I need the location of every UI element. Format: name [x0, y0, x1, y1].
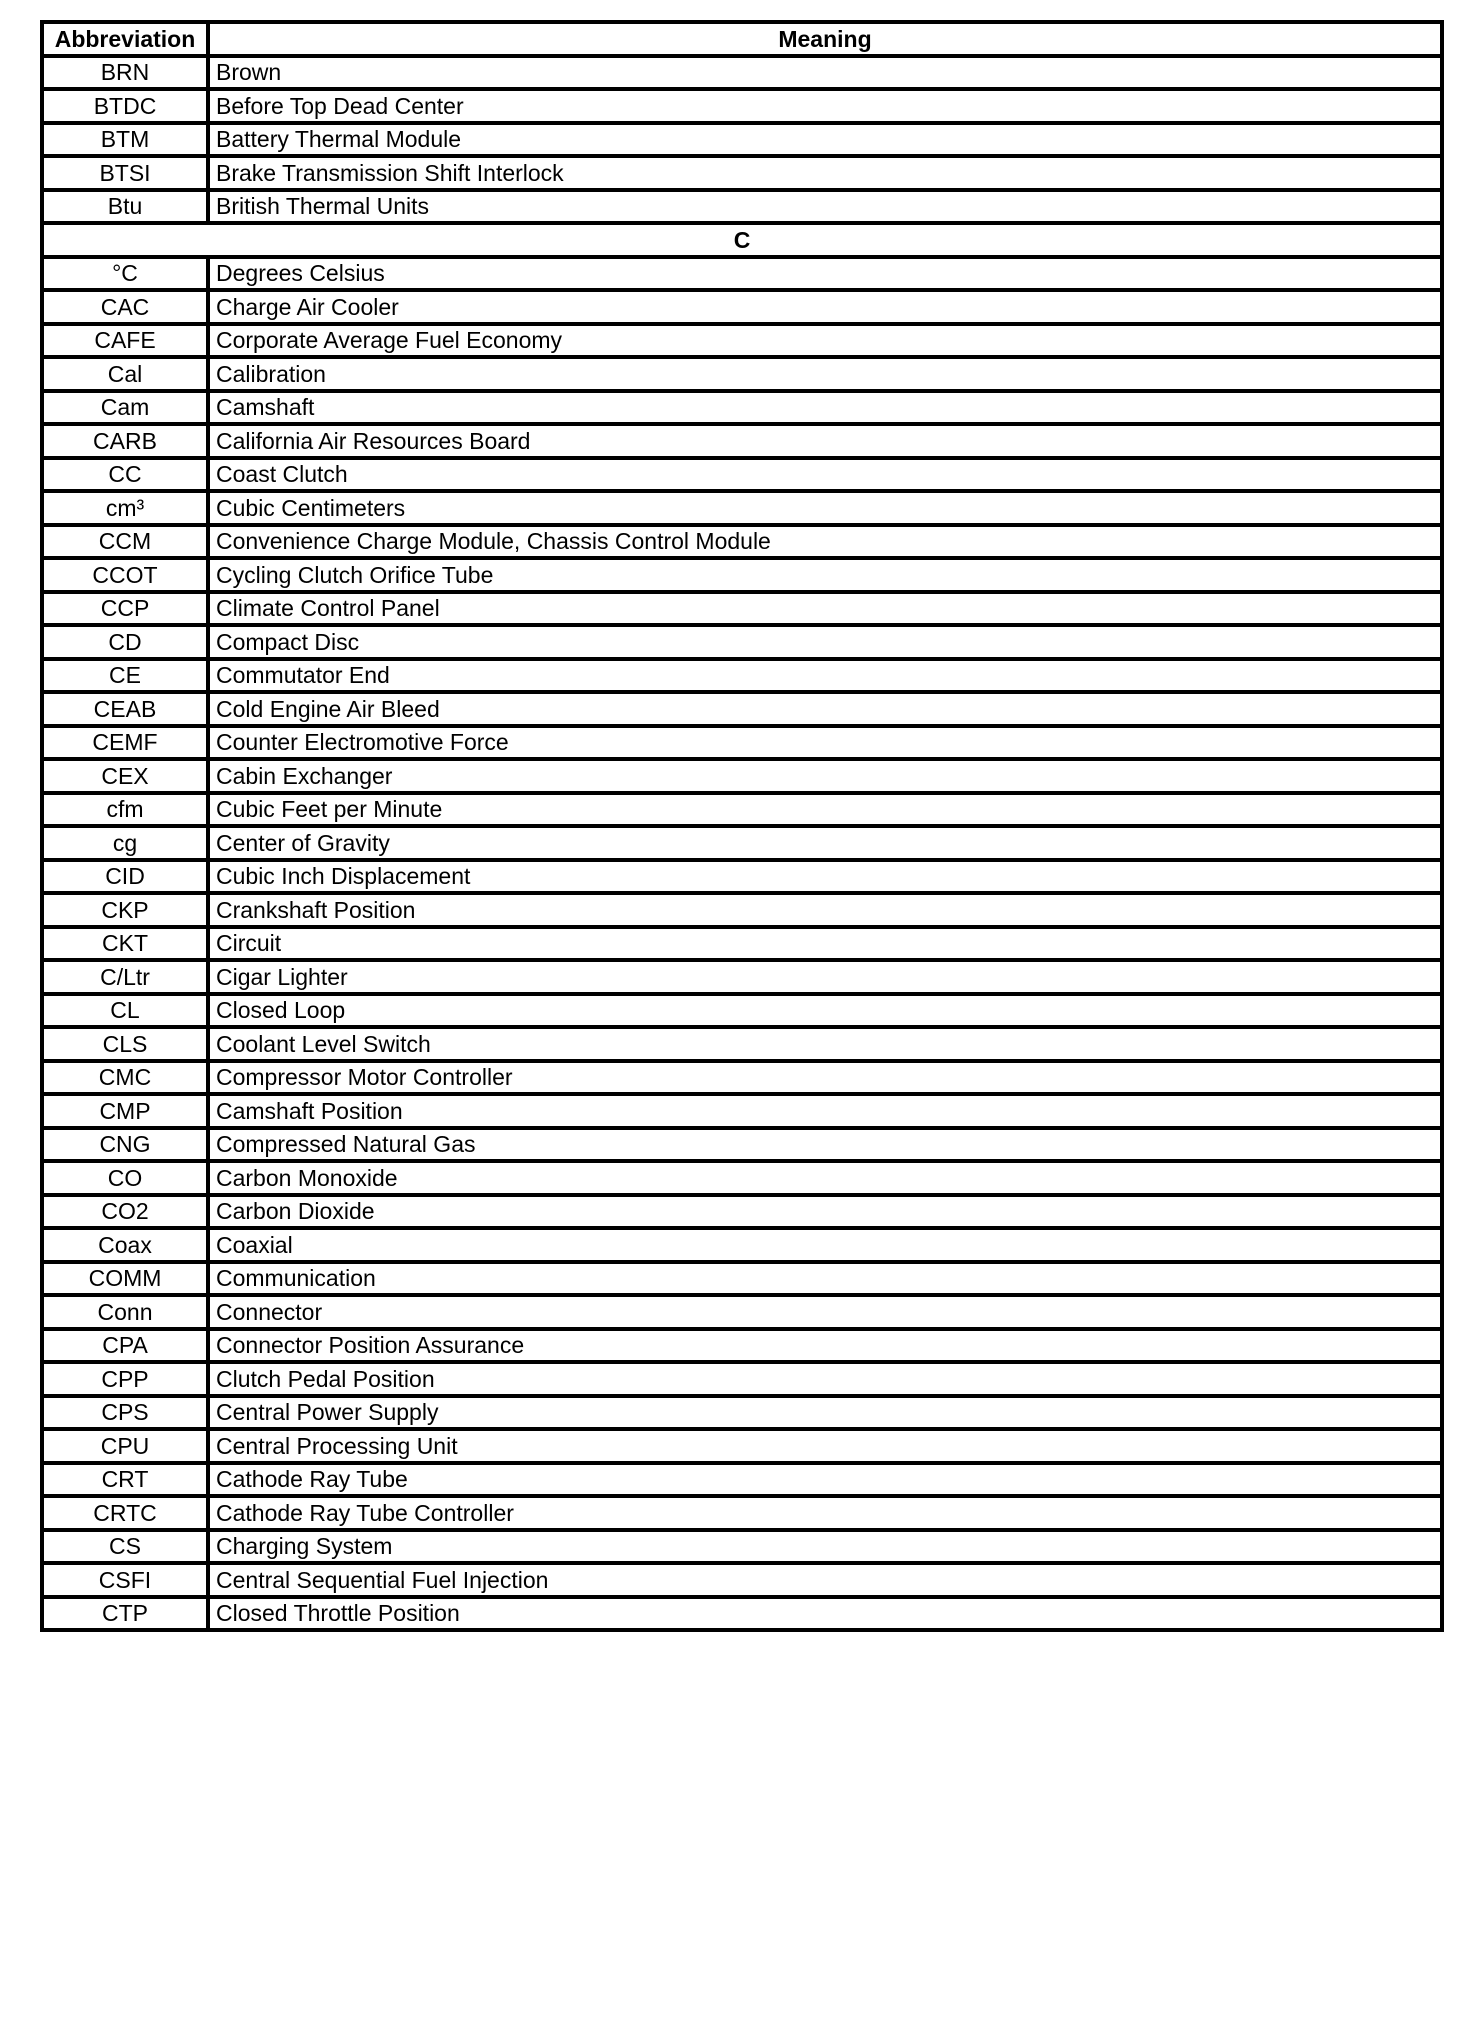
meaning-cell: Coolant Level Switch [208, 1027, 1442, 1061]
abbreviation-cell: CRTC [42, 1496, 208, 1530]
abbreviation-cell: CS [42, 1530, 208, 1564]
abbreviation-cell: CTP [42, 1597, 208, 1631]
table-row [42, 1496, 1442, 1530]
meaning-cell: Coast Clutch [208, 458, 1442, 492]
meaning-cell: Camshaft Position [208, 1094, 1442, 1128]
table-row [42, 56, 1442, 90]
abbreviation-cell: CRT [42, 1463, 208, 1497]
abbreviation-cell: CPU [42, 1429, 208, 1463]
abbreviation-cell: BTSI [42, 156, 208, 190]
table-row [42, 1128, 1442, 1162]
meaning-cell: Cubic Centimeters [208, 491, 1442, 525]
abbreviation-cell: BRN [42, 56, 208, 90]
meaning-cell: Compressed Natural Gas [208, 1128, 1442, 1162]
header-row [42, 22, 1442, 56]
meaning-cell: Cathode Ray Tube Controller [208, 1496, 1442, 1530]
table-body [42, 56, 1442, 1631]
meaning-cell: California Air Resources Board [208, 424, 1442, 458]
meaning-cell: Connector Position Assurance [208, 1329, 1442, 1363]
meaning-cell: Brown [208, 56, 1442, 90]
section-letter: C [42, 223, 1442, 257]
meaning-cell: Brake Transmission Shift Interlock [208, 156, 1442, 190]
abbreviation-cell: CAC [42, 290, 208, 324]
meaning-cell: Connector [208, 1295, 1442, 1329]
table-row [42, 860, 1442, 894]
table-row [42, 156, 1442, 190]
table-row [42, 893, 1442, 927]
meaning-cell: Counter Electromotive Force [208, 726, 1442, 760]
abbreviation-cell: CSFI [42, 1563, 208, 1597]
meaning-cell: Coaxial [208, 1228, 1442, 1262]
table-row [42, 190, 1442, 224]
abbreviation-cell: BTM [42, 123, 208, 157]
table-row [42, 1161, 1442, 1195]
header-abbreviation: Abbreviation [42, 22, 208, 56]
table-row [42, 1329, 1442, 1363]
meaning-cell: Carbon Dioxide [208, 1195, 1442, 1229]
table-row [42, 1027, 1442, 1061]
table-row [42, 558, 1442, 592]
meaning-cell: Cubic Feet per Minute [208, 793, 1442, 827]
abbreviation-cell: CCM [42, 525, 208, 559]
meaning-cell: Compact Disc [208, 625, 1442, 659]
meaning-cell: Degrees Celsius [208, 257, 1442, 291]
table-row [42, 458, 1442, 492]
table-row [42, 659, 1442, 693]
abbreviation-cell: CARB [42, 424, 208, 458]
meaning-cell: Communication [208, 1262, 1442, 1296]
abbreviation-cell: Btu [42, 190, 208, 224]
meaning-cell: Cold Engine Air Bleed [208, 692, 1442, 726]
abbreviation-cell: CO2 [42, 1195, 208, 1229]
meaning-cell: Corporate Average Fuel Economy [208, 324, 1442, 358]
meaning-cell: Cabin Exchanger [208, 759, 1442, 793]
meaning-cell: British Thermal Units [208, 190, 1442, 224]
table-row [42, 89, 1442, 123]
table-row [42, 759, 1442, 793]
abbreviation-cell: °C [42, 257, 208, 291]
table-row [42, 1362, 1442, 1396]
abbreviation-cell: cm³ [42, 491, 208, 525]
table-row [42, 491, 1442, 525]
table-row [42, 994, 1442, 1028]
table-row [42, 525, 1442, 559]
meaning-cell: Cigar Lighter [208, 960, 1442, 994]
abbreviation-cell: CKT [42, 927, 208, 961]
abbreviation-cell: CLS [42, 1027, 208, 1061]
abbreviation-cell: CMC [42, 1061, 208, 1095]
abbreviation-cell: cfm [42, 793, 208, 827]
abbreviation-cell: CAFE [42, 324, 208, 358]
meaning-cell: Cycling Clutch Orifice Tube [208, 558, 1442, 592]
table-row [42, 960, 1442, 994]
abbreviation-cell: CL [42, 994, 208, 1028]
table-row [42, 592, 1442, 626]
table-row [42, 290, 1442, 324]
table-row [42, 1094, 1442, 1128]
table-row [42, 324, 1442, 358]
abbreviation-cell: CPS [42, 1396, 208, 1430]
meaning-cell: Cathode Ray Tube [208, 1463, 1442, 1497]
abbreviation-cell: CPP [42, 1362, 208, 1396]
meaning-cell: Central Power Supply [208, 1396, 1442, 1430]
abbreviation-cell: CEAB [42, 692, 208, 726]
table-row [42, 793, 1442, 827]
abbreviation-cell: CPA [42, 1329, 208, 1363]
table-row [42, 625, 1442, 659]
meaning-cell: Crankshaft Position [208, 893, 1442, 927]
table-row [42, 726, 1442, 760]
table-row [42, 1530, 1442, 1564]
abbreviation-cell: BTDC [42, 89, 208, 123]
table-row [42, 927, 1442, 961]
section-header-row [42, 223, 1442, 257]
abbreviation-cell: CE [42, 659, 208, 693]
abbreviation-cell: Cal [42, 357, 208, 391]
table-row [42, 1262, 1442, 1296]
abbreviation-cell: CCOT [42, 558, 208, 592]
meaning-cell: Climate Control Panel [208, 592, 1442, 626]
header-meaning: Meaning [208, 22, 1442, 56]
abbreviation-cell: CMP [42, 1094, 208, 1128]
meaning-cell: Convenience Charge Module, Chassis Control Module [208, 525, 1442, 559]
meaning-cell: Before Top Dead Center [208, 89, 1442, 123]
abbreviation-cell: CCP [42, 592, 208, 626]
meaning-cell: Cubic Inch Displacement [208, 860, 1442, 894]
table-row [42, 1195, 1442, 1229]
abbreviation-cell: Cam [42, 391, 208, 425]
abbreviation-cell: COMM [42, 1262, 208, 1296]
meaning-cell: Central Processing Unit [208, 1429, 1442, 1463]
abbreviation-cell: CC [42, 458, 208, 492]
table-row [42, 1463, 1442, 1497]
table-row [42, 1061, 1442, 1095]
meaning-cell: Circuit [208, 927, 1442, 961]
meaning-cell: Calibration [208, 357, 1442, 391]
table-row [42, 1228, 1442, 1262]
meaning-cell: Center of Gravity [208, 826, 1442, 860]
meaning-cell: Commutator End [208, 659, 1442, 693]
table-row [42, 1429, 1442, 1463]
meaning-cell: Battery Thermal Module [208, 123, 1442, 157]
meaning-cell: Clutch Pedal Position [208, 1362, 1442, 1396]
meaning-cell: Compressor Motor Controller [208, 1061, 1442, 1095]
meaning-cell: Camshaft [208, 391, 1442, 425]
table-row [42, 357, 1442, 391]
table-row [42, 424, 1442, 458]
abbreviation-cell: C/Ltr [42, 960, 208, 994]
abbreviation-cell: CO [42, 1161, 208, 1195]
abbreviation-cell: cg [42, 826, 208, 860]
table-row [42, 692, 1442, 726]
table-row [42, 1563, 1442, 1597]
table-row [42, 1597, 1442, 1631]
table-row [42, 391, 1442, 425]
table-row [42, 826, 1442, 860]
abbreviation-cell: CNG [42, 1128, 208, 1162]
abbreviation-cell: CEMF [42, 726, 208, 760]
abbreviation-cell: Conn [42, 1295, 208, 1329]
table-row [42, 123, 1442, 157]
table-row [42, 1396, 1442, 1430]
meaning-cell: Carbon Monoxide [208, 1161, 1442, 1195]
meaning-cell: Charge Air Cooler [208, 290, 1442, 324]
abbreviation-cell: CEX [42, 759, 208, 793]
abbreviation-cell: CKP [42, 893, 208, 927]
meaning-cell: Closed Loop [208, 994, 1442, 1028]
abbreviation-table [40, 20, 1444, 1632]
abbreviation-cell: CID [42, 860, 208, 894]
table-row [42, 257, 1442, 291]
abbreviation-cell: CD [42, 625, 208, 659]
meaning-cell: Central Sequential Fuel Injection [208, 1563, 1442, 1597]
table-row [42, 1295, 1442, 1329]
abbreviation-cell: Coax [42, 1228, 208, 1262]
meaning-cell: Charging System [208, 1530, 1442, 1564]
meaning-cell: Closed Throttle Position [208, 1597, 1442, 1631]
